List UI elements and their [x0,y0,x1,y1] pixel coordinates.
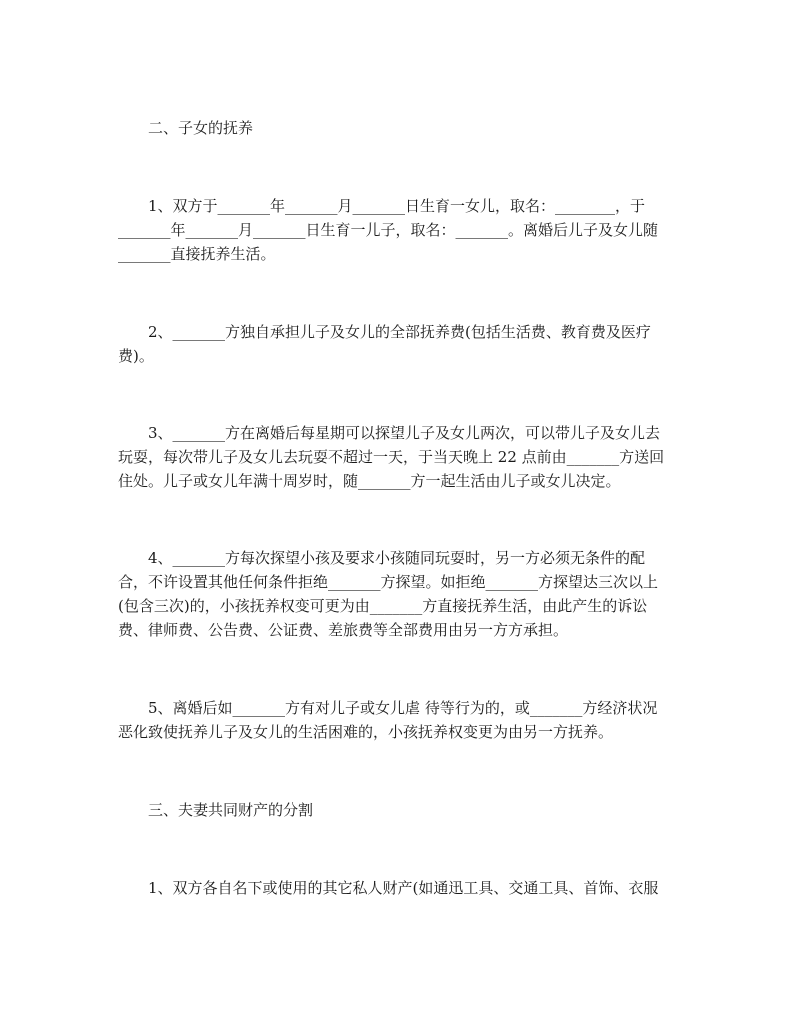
section-two-p5-line1: 5、离婚后如_______方有对儿子或女儿虐 待等行为的，或_______方经济状况 [148,699,658,717]
section-two-p4-line3: (包含三次)的，小孩抚养权变可更为由_______方直接抚养生活，由此产生的诉讼 [118,597,648,615]
section-two-p4-line4: 费、律师费、公告费、公证费、差旅费等全部费用由另一方方承担。 [118,621,569,639]
section-two-p1-line3: _______直接抚养生活。 [118,245,276,263]
section-two-p3-line3: 住处。儿子或女儿年满十周岁时，随_______方一起生活由儿子或女儿决定。 [118,472,621,490]
section-two-p3-line1: 3、_______方在离婚后每星期可以探望儿子及女儿两次，可以带儿子及女儿去 [148,424,661,442]
section-two-p5-line2: 恶化致使抚养儿子及女儿的生活困难的，小孩抚养权变更为由另一方抚养。 [118,723,614,741]
section-two-p3-line2: 玩耍，每次带儿子及女儿去玩耍不超过一天，于当天晚上 22 点前由_______方送回 [118,448,665,466]
section-two-p1-line1: 1、双方于_______年_______月_______日生育一女儿，取名：________，于 [148,197,646,215]
section-two-p1-line2: _______年_______月_______日生育一儿子，取名：_______。离婚后儿子及女儿随 [118,221,659,239]
section-two-p4-line1: 4、_______方每次探望小孩及要求小孩随同玩耍时，另一方必须无条件的配 [148,549,646,567]
section-three-heading: 三、夫妻共同财产的分割 [148,801,314,819]
section-two-p2-line2: 费)。 [118,347,154,365]
section-two-heading: 二、子女的抚养 [148,119,254,137]
section-two-p4-line2: 合，不许设置其他任何条件拒绝_______方探望。如拒绝_______方探望达三次以上 [118,573,659,591]
section-three-p1-line1: 1、双方各自名下或使用的其它私人财产(如通迅工具、交通工具、首饰、衣服 [148,879,659,897]
section-two-p2-line1: 2、_______方独自承担儿子及女儿的全部抚养费(包括生活费、教育费及医疗 [148,323,651,341]
